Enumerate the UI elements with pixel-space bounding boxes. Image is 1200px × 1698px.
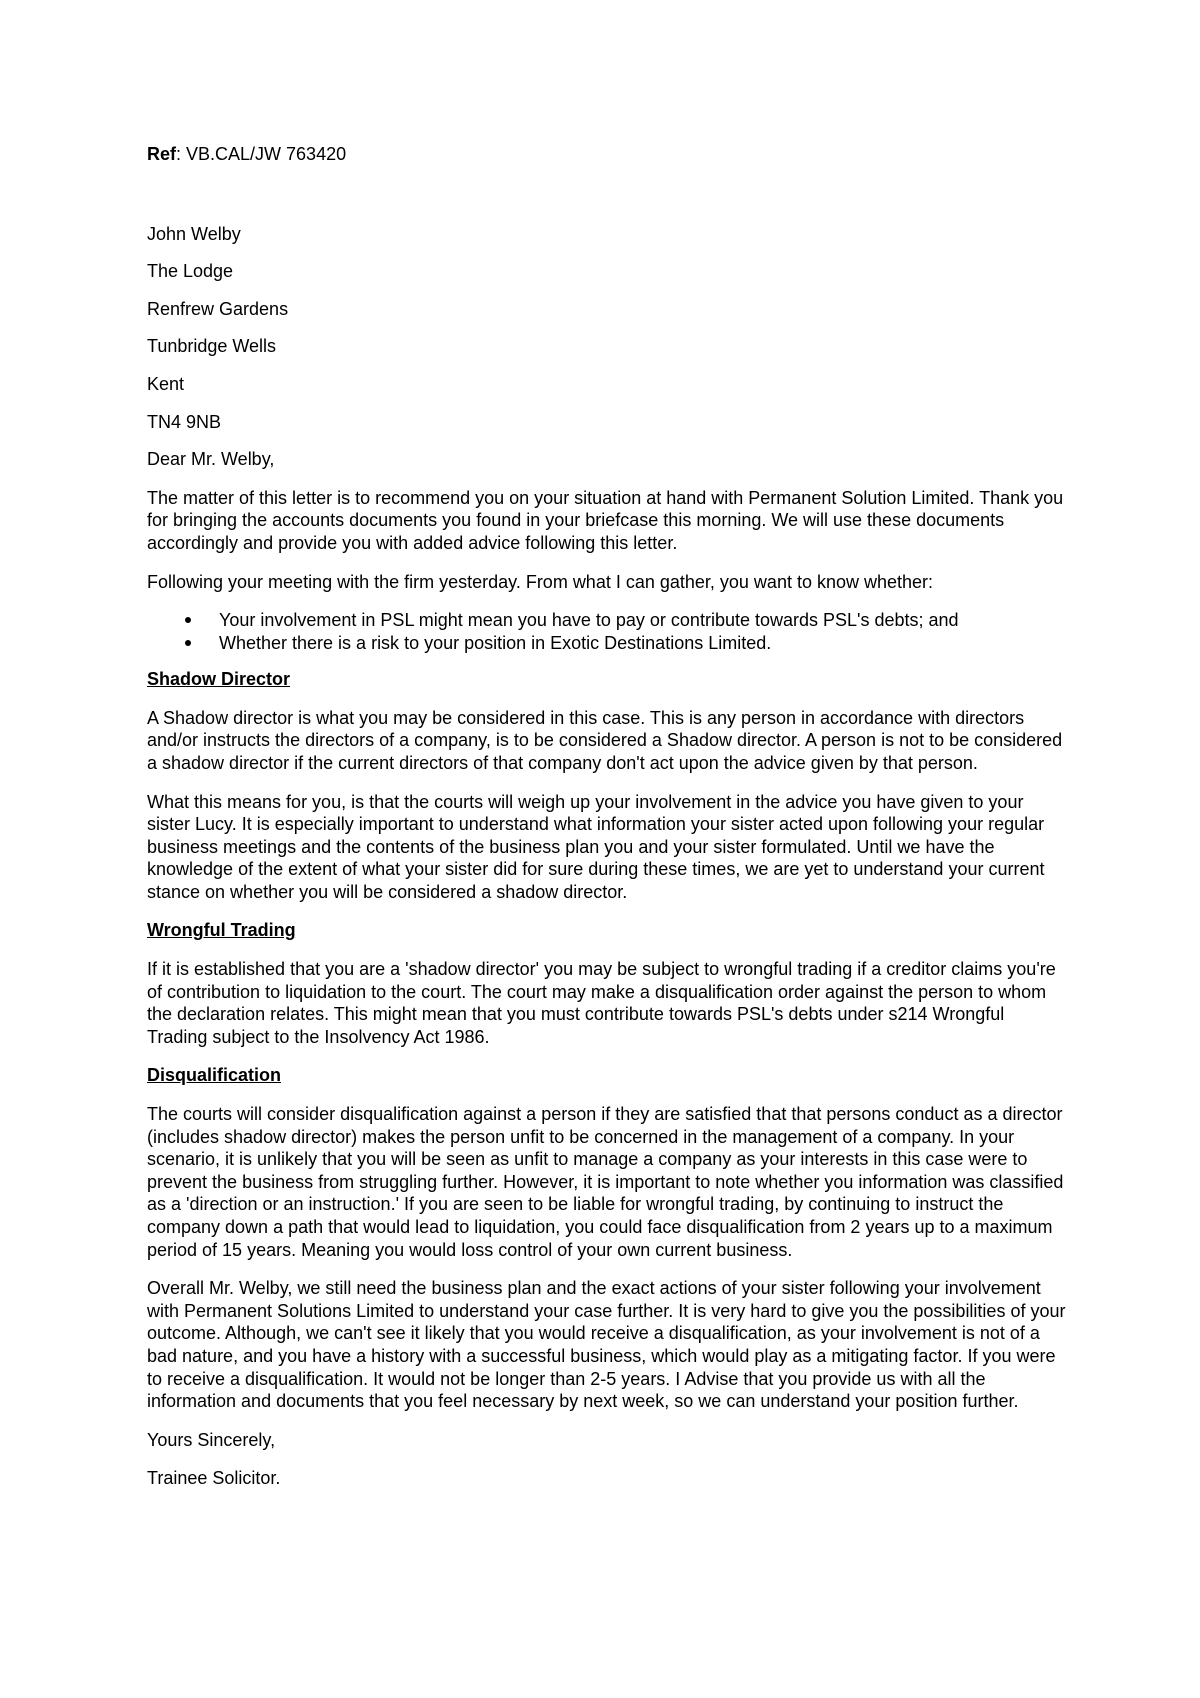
section-paragraph: A Shadow director is what you may be considered in this case. This is any person in accordance with directors and/or instructs the directors of a company, is to be considered a Shadow director. A person is not to be considered a shadow director if the current directors of that company don't act upon the advice given by that person.	[147, 707, 1063, 773]
address-street: Renfrew Gardens	[147, 298, 289, 319]
reference-value: : VB.CAL/JW 763420	[176, 144, 347, 164]
bullet-icon	[185, 617, 191, 623]
signature: Trainee Solicitor.	[147, 1468, 281, 1489]
list-item	[147, 632, 1067, 655]
bullet-icon	[185, 640, 191, 646]
letter-page	[147, 143, 1067, 1506]
list-item-text: Your involvement in PSL might mean you have to pay or contribute towards PSL's debts; and	[219, 610, 959, 631]
question-list	[147, 609, 1067, 655]
greeting: Dear Mr. Welby,	[147, 449, 275, 470]
address-town: Tunbridge Wells	[147, 336, 277, 357]
section-heading-wrongful-trading: Wrongful Trading	[147, 920, 296, 941]
section-paragraph: If it is established that you are a 'shadow director' you may be subject to wrongful trading if a creditor claims you're of contribution to liquidation to the court. The court may make a disqualification order against the person to whom the declaration relates. This might mean that you must contribute towards PSL's debts under s214 Wrongful Trading subject to the Insolvency Act 1986.	[147, 959, 1056, 1047]
intro-paragraph: The matter of this letter is to recommend you on your situation at hand with Permanent Solution Limited. Thank you for bringing the accounts documents you found in your briefcase this morning. We will use these documents accordingly and provide you with added advice following this letter.	[147, 487, 1064, 553]
list-item-text: Whether there is a risk to your position in Exotic Destinations Limited.	[219, 633, 772, 654]
section-heading-shadow-director: Shadow Director	[147, 669, 291, 690]
address-postcode: TN4 9NB	[147, 411, 222, 432]
recipient-address	[147, 223, 1067, 434]
section-paragraph: What this means for you, is that the courts will weigh up your involvement in the advice you have given to your sister Lucy. It is especially important to understand what information your sister acted upon following your regular business meetings and the contents of the business plan you and your sister formulated. Until we have the knowledge of the extent of what your sister did for sure during these times, we are yet to understand your current stance on whether you will be considered a shadow director.	[147, 791, 1045, 902]
address-house: The Lodge	[147, 261, 234, 282]
intro-paragraph: Following your meeting with the firm yesterday. From what I can gather, you want to know whether:	[147, 571, 934, 592]
address-county: Kent	[147, 373, 185, 394]
section-paragraph: The courts will consider disqualification against a person if they are satisfied that that persons conduct as a director (includes shadow director) makes the person unfit to be concerned in the management of a company. In your scenario, it is unlikely that you will be seen as unfit to manage a company as your interests in this case were to prevent the business from struggling further. However, it is important to note whether you information was classified as a 'direction or an instruction.' If you are seen to be liable for wrongful trading, by continuing to instruct the company down a path that would lead to liquidation, you could face disqualification from 2 years up to a maximum period of 15 years. Meaning you would loss control of your own current business.	[147, 1104, 1064, 1260]
reference-label: Ref	[147, 144, 177, 164]
section-heading-disqualification: Disqualification	[147, 1065, 282, 1086]
signoff: Yours Sincerely,	[147, 1429, 276, 1450]
reference-line	[147, 143, 1067, 166]
list-item	[147, 609, 1067, 632]
section-paragraph: Overall Mr. Welby, we still need the business plan and the exact actions of your sister following your involvement with Permanent Solutions Limited to understand your case further. It is very hard to give you the possibilities of your outcome. Although, we can't see it likely that you would receive a disqualification, as your involvement is not of a bad nature, and you have a history with a successful business, which would play as a mitigating factor. If you were to receive a disqualification. It would not be longer than 2-5 years. I Advise that you provide us with all the information and documents that you feel necessary by next week, so we can understand your position further.	[147, 1278, 1066, 1412]
address-name: John Welby	[147, 223, 241, 244]
